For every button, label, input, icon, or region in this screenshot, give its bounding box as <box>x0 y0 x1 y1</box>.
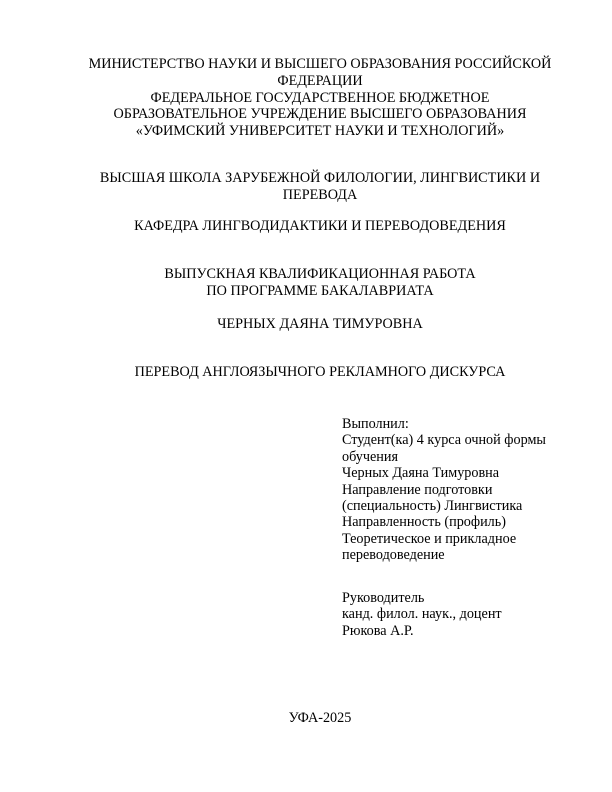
work-type-line: ПО ПРОГРАММЕ БАКАЛАВРИАТА <box>206 282 434 299</box>
performer-line: Направленность (профиль) <box>342 514 506 531</box>
performer-line: (специальность) Лингвистика <box>342 498 523 515</box>
university-name: «УФИМСКИЙ УНИВЕРСИТЕТ НАУКИ И ТЕХНОЛОГИЙ» <box>135 123 505 140</box>
department-line: КАФЕДРА ЛИНГВОДИДАКТИКИ И ПЕРЕВОДОВЕДЕНИЯ <box>134 218 506 234</box>
author-line: ЧЕРНЫХ ДАЯНА ТИМУРОВНА <box>217 316 423 332</box>
ministry-header <box>80 56 560 140</box>
thesis-topic <box>80 364 560 381</box>
performer-line: Выполнил: <box>342 416 409 432</box>
supervisor-line: Руководитель <box>342 590 425 606</box>
performer-line: Теоретическое и прикладное <box>342 530 517 547</box>
author-name <box>80 316 560 333</box>
performer-line: обучения <box>342 448 399 465</box>
supervisor-line: Рюкова А.Р. <box>342 622 414 639</box>
performer-line: Студент(ка) 4 курса очной формы <box>342 432 546 449</box>
school-name <box>80 170 560 204</box>
work-type <box>80 266 560 300</box>
ministry-line: ОБРАЗОВАТЕЛЬНОЕ УЧРЕЖДЕНИЕ ВЫСШЕГО ОБРАЗОВАНИЯ <box>113 106 527 123</box>
department-name <box>80 218 560 235</box>
ministry-line: МИНИСТЕРСТВО НАУКИ И ВЫСШЕГО ОБРАЗОВАНИЯ РОССИЙСКОЙ <box>88 56 552 72</box>
ministry-line: ФЕДЕРАЛЬНОЕ ГОСУДАРСТВЕННОЕ БЮДЖЕТНОЕ <box>150 89 490 106</box>
supervisor-block <box>342 590 592 639</box>
city-year-line: УФА-2025 <box>288 710 352 726</box>
work-type-line: ВЫПУСКНАЯ КВАЛИФИКАЦИОННАЯ РАБОТА <box>164 266 476 282</box>
performer-line: Черных Даяна Тимуровна <box>342 465 500 482</box>
ministry-line: ФЕДЕРАЦИИ <box>277 72 363 89</box>
topic-line: ПЕРЕВОД АНГЛОЯЗЫЧНОГО РЕКЛАМНОГО ДИСКУРСА <box>134 364 506 380</box>
city-year <box>80 710 560 727</box>
supervisor-line: канд. филол. наук., доцент <box>342 606 502 623</box>
performer-block <box>342 416 592 564</box>
performer-line: переводоведение <box>342 547 445 564</box>
school-line: ПЕРЕВОДА <box>282 186 358 203</box>
school-line: ВЫСШАЯ ШКОЛА ЗАРУБЕЖНОЙ ФИЛОЛОГИИ, ЛИНГВИСТИКИ И <box>99 170 541 186</box>
performer-line: Направление подготовки <box>342 481 493 498</box>
